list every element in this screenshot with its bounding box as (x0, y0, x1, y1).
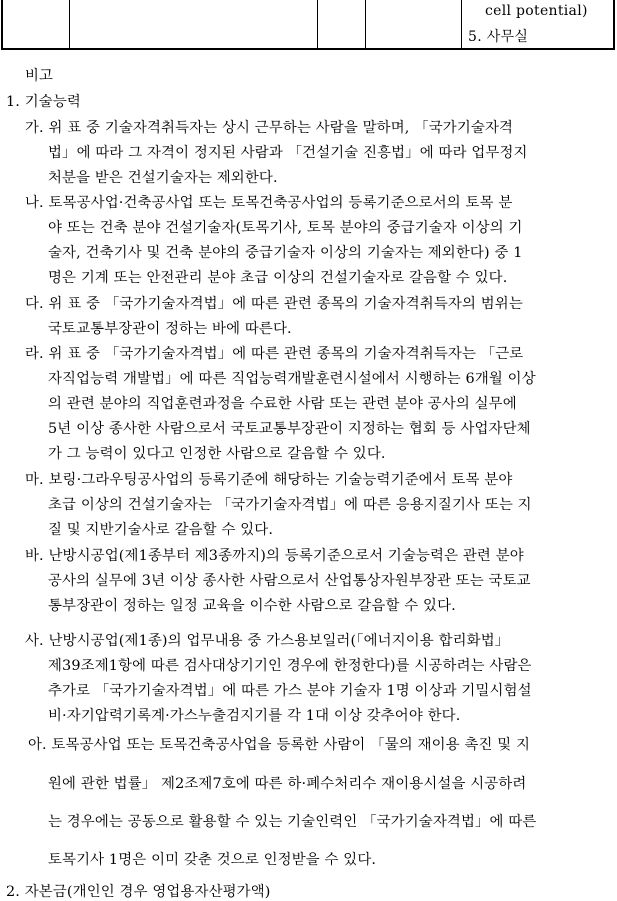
remark-line: 명은 기계 또는 안전관리 분야 초급 이상의 건설기술자로 갈음할 수 있다. (48, 270, 508, 286)
table-divider (365, 0, 366, 48)
remark-line: 공사의 실무에 3년 이상 종사한 사람으로서 산업통상자원부장관 또는 국토교 (48, 573, 531, 589)
remark-line: 통부장관이 정하는 일정 교육을 이수한 사람으로 갈음할 수 있다. (48, 598, 456, 614)
remark-line: 자직업능력 개발법」에 따른 직업능력개발훈련시설에서 시행하는 6개월 이상 (48, 371, 536, 387)
remark-line: 나. 토목공사업·건축공사업 또는 토목건축공사업의 등록기준으로서의 토목 분 (25, 195, 513, 211)
remark-line: 법」에 따라 그 자격이 정지된 사람과 「건설기술 진흥법」에 따라 업무정지 (48, 145, 528, 161)
remark-line: 는 경우에는 공동으로 활용할 수 있는 기술인력인 「국가기술자격법」에 따른 (48, 814, 537, 830)
remark-line: 질 및 지반기술사로 갈음할 수 있다. (48, 522, 274, 538)
remark-line: 사. 난방시공업(제1종)의 업무내용 중 가스용보일러(「에너지이용 합리화법」 (25, 633, 510, 649)
section-heading: 2. 자본금(개인인 경우 영업용자산평가액) (6, 884, 271, 900)
section-heading: 1. 기술능력 (6, 94, 81, 110)
remark-line: 가 그 능력이 있다고 인정한 사람으로 갈음할 수 있다. (48, 446, 386, 462)
remark-line: 비·자기압력기록계·가스누출검지기를 각 1대 이상 갖추어야 한다. (48, 708, 461, 724)
remark-line: 바. 난방시공업(제1종부터 제3종까지)의 등록기준으로서 기술능력은 관련 분야 (25, 548, 524, 564)
table-cell-text: cell potential) (485, 3, 588, 19)
table-divider (461, 0, 462, 48)
remark-line: 야 또는 건축 분야 건설기술자(토목기사, 토목 분야의 중급기술자 이상의 기 (48, 220, 523, 236)
remark-line: 초급 이상의 건설기술자는 「국가기술자격법」에 따른 응용지질기사 또는 지 (48, 497, 532, 513)
remark-line: 가. 위 표 중 기술자격취득자는 상시 근무하는 사람을 말하며, 「국가기술자격 (25, 120, 514, 136)
remark-line: 제39조제1항에 따른 검사대상기기인 경우에 한정한다)를 시공하려는 사람은 (48, 658, 532, 674)
remark-line: 라. 위 표 중 「국가기술자격법」에 따른 관련 종목의 기술자격취득자는 「근로 (25, 346, 524, 362)
remark-line: 마. 보링·그라우팅공사업의 등록기준에 해당하는 기술능력기준에서 토목 분야 (25, 472, 513, 488)
remark-line: 다. 위 표 중 「국가기술자격법」에 따른 관련 종목의 기술자격취득자의 범위는 (25, 296, 523, 312)
remark-line: 아. 토목공사업 또는 토목건축공사업을 등록한 사람이 「물의 재이용 촉진 및 지 (28, 737, 531, 753)
table-cell-text: 5. 사무실 (468, 29, 529, 45)
remarks-title: 비고 (25, 68, 54, 84)
table-divider (317, 0, 318, 48)
remark-line: 처분을 받은 건설기술자는 제외한다. (48, 170, 278, 186)
remark-line: 국토교통부장관이 정하는 바에 따른다. (48, 321, 292, 337)
remark-line: 토목기사 1명은 이미 갖춘 것으로 인정받을 수 있다. (48, 852, 377, 868)
remark-line: 추가로 「국가기술자격법」에 따른 가스 분야 기술자 1명 이상과 기밀시험설 (48, 683, 532, 699)
remark-line: 5년 이상 종사한 사람으로서 국토교통부장관이 지정하는 협회 등 사업자단체 (48, 421, 531, 437)
remark-line: 술자, 건축기사 및 건축 분야의 중급기술자 이상의 기술자는 제외한다) 중 1 (48, 245, 523, 261)
remark-line: 원에 관한 법률」 제2조제7호에 따른 하·폐수처리수 재이용시설을 시공하려 (48, 776, 527, 792)
remark-line: 의 관련 분야의 직업훈련과정을 수료한 사람 또는 관련 분야 공사의 실무에 (48, 396, 517, 412)
table-fragment (1, 0, 615, 50)
table-divider (69, 0, 70, 48)
